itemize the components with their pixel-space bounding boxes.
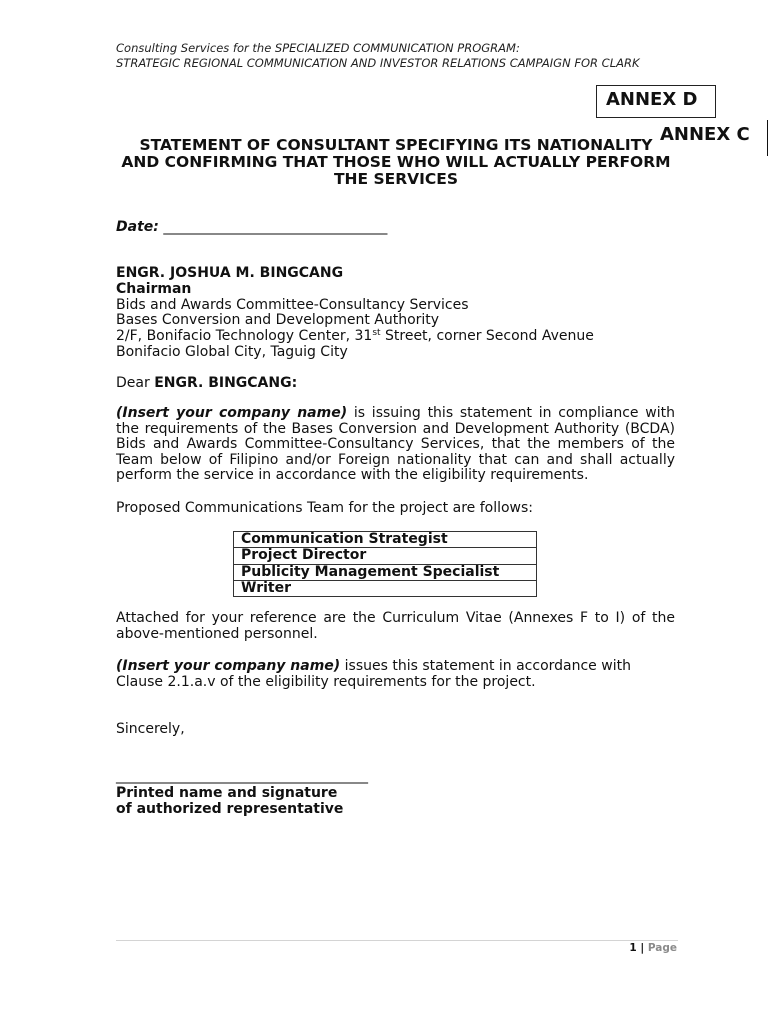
annex-c-box-edge	[767, 120, 768, 156]
address-ordinal-suffix: st	[372, 328, 381, 339]
team-row: Project Director	[234, 547, 536, 563]
address-line-1-start: 2/F, Bonifacio Technology Center, 31	[116, 328, 373, 345]
addressee-position: Chairman	[116, 280, 192, 297]
document-title	[116, 137, 676, 188]
team-row: Writer	[234, 580, 536, 596]
running-header-line-2: STRATEGIC REGIONAL COMMUNICATION AND INVESTOR RELATIONS CAMPAIGN FOR CLARK	[116, 55, 640, 70]
salutation	[116, 375, 297, 391]
addressee-address-line-1	[116, 329, 594, 345]
statement-paragraph-body: is issuing this statement in compliance with the requirements of the Bases Conversion and Development Authority (BCDA) Bids and Awards Committee-Consultancy Services, that the members of the Team below of Filipino and/or Foreign nationality that can and shall actually perform the service in accordance with the eligibility requirements.	[116, 405, 675, 484]
addressee-address-line-2: Bonifacio Global City, Taguig City	[116, 343, 348, 360]
document-title-line-2: AND CONFIRMING THAT THOSE WHO WILL ACTUALLY PERFORM	[121, 153, 671, 171]
footer-separator: |	[640, 942, 645, 954]
date-line	[116, 219, 387, 235]
addressee-committee: Bids and Awards Committee-Consultancy Services	[116, 296, 469, 313]
closing: Sincerely,	[116, 721, 185, 737]
annex-d-label: ANNEX D	[606, 89, 698, 110]
signature-block	[116, 768, 368, 818]
page-label: Page	[647, 942, 677, 954]
annex-d-box	[596, 85, 716, 118]
annex-c-label: ANNEX C	[660, 124, 750, 145]
clause-paragraph-body: issues this statement in accordance with Clause 2.1.a.v of the eligibility requirements for the project.	[116, 658, 631, 690]
document-title-line-1: STATEMENT OF CONSULTANT SPECIFYING ITS NATIONALITY	[139, 136, 653, 154]
running-header	[116, 41, 640, 70]
team-row: Communication Strategist	[241, 531, 448, 547]
signature-line: ____________________________________	[116, 768, 368, 784]
date-blank: ________________________________	[163, 219, 388, 235]
salutation-prefix: Dear	[116, 375, 150, 391]
signature-label-line-2: of authorized representative	[116, 801, 344, 817]
salutation-name: ENGR. BINGCANG:	[154, 375, 298, 391]
company-name-placeholder: (Insert your company name)	[116, 405, 348, 421]
address-line-1-end: Street, corner Second Avenue	[385, 328, 594, 345]
page-number: 1	[629, 942, 637, 954]
team-table	[233, 531, 537, 597]
addressee-block	[116, 266, 594, 361]
company-name-placeholder: (Insert your company name)	[116, 658, 341, 674]
team-intro: Proposed Communications Team for the project are follows:	[116, 500, 534, 516]
team-row: Publicity Management Specialist	[234, 564, 536, 580]
addressee-agency: Bases Conversion and Development Authority	[116, 312, 440, 329]
clause-paragraph	[116, 659, 675, 690]
signature-label-line-1: Printed name and signature	[116, 784, 338, 801]
document-title-line-3: THE SERVICES	[333, 170, 459, 188]
running-header-line-1: Consulting Services for the SPECIALIZED COMMUNICATION PROGRAM:	[116, 41, 520, 55]
attachment-paragraph: Attached for your reference are the Curriculum Vitae (Annexes F to I) of the above-mentioned personnel.	[116, 610, 675, 642]
addressee-name: ENGR. JOSHUA M. BINGCANG	[116, 265, 344, 281]
statement-paragraph	[116, 406, 675, 484]
date-label: Date:	[116, 219, 159, 235]
footer-divider	[116, 940, 678, 941]
page-footer	[629, 942, 677, 955]
